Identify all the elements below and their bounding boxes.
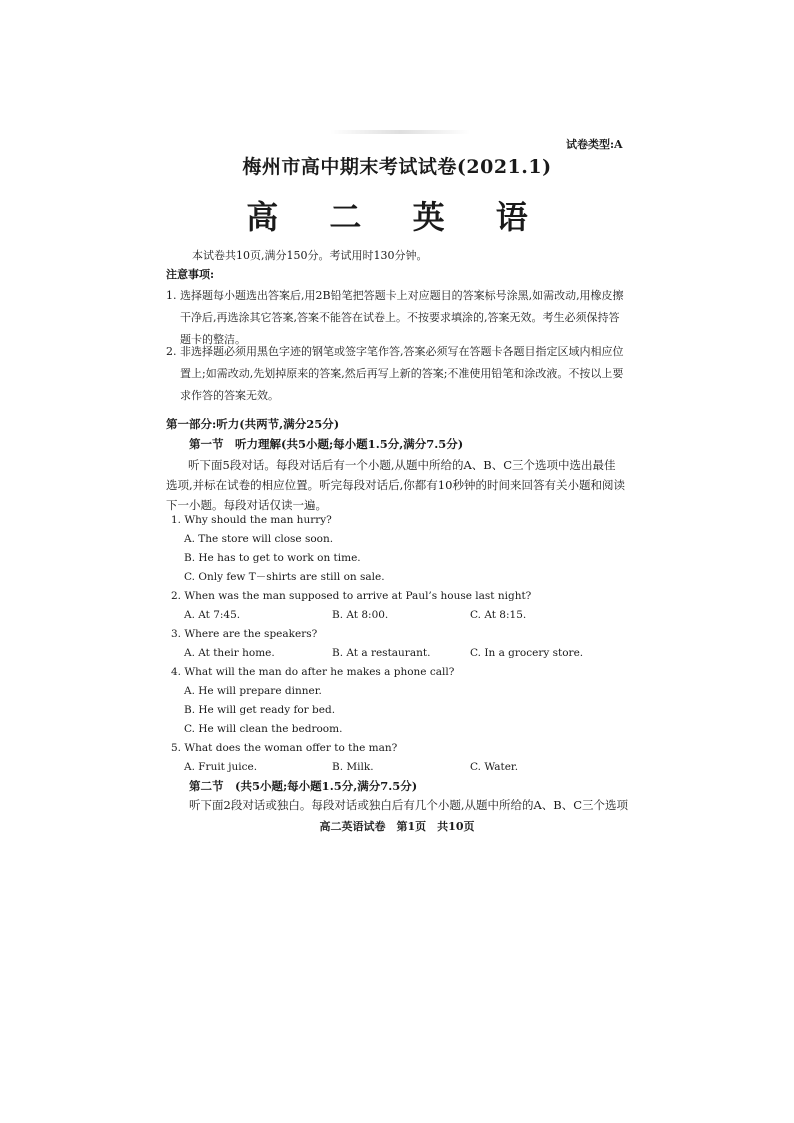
question-1-option-b: B. He has to get to work on time. [184,552,361,564]
section2-title: 第二节 (共5小题;每小题1.5分,满分7.5分) [189,779,418,793]
subject-title: 高 二 英 语 [246,198,548,236]
section1-title: 第一节 听力理解(共5小题;每小题1.5分,满分7.5分) [189,437,464,451]
question-5-option-a: A. Fruit juice. [184,761,258,773]
question-2-stem: 2. When was the man supposed to arrive at Paul’s house last night? [171,590,532,602]
question-2-option-a: A. At 7:45. [184,609,241,621]
question-3-option-b: B. At a restaurant. [332,647,431,659]
section2-instructions: 听下面2段对话或独白。每段对话或独白后有几个小题,从题中所给的A、B、C三个选项 [189,798,629,812]
note-item-2: 2. 非选择题必须用黑色字迹的钢笔或签字笔作答,答案必须写在答题卡各题目指定区域内相应位置上;如需改动,先划掉原来的答案,然后再写上新的答案;不准使用铅笔和涂改液。不按以上要求作答的答案无效。 [166,345,624,402]
question-5-stem: 5. What does the woman offer to the man? [171,742,398,754]
question-4-option-a: A. He will prepare dinner. [184,685,322,697]
exam-title: 梅州市高中期末考试试卷(2021.1) [242,156,552,178]
question-4-option-c: C. He will clean the bedroom. [184,723,343,735]
question-1-option-c: C. Only few T－shirts are still on sale. [184,571,385,583]
question-2-option-b: B. At 8:00. [332,609,389,621]
question-3-option-a: A. At their home. [184,647,275,659]
question-2-option-c: C. At 8:15. [470,609,527,621]
question-5-option-c: C. Water. [470,761,519,773]
question-3-stem: 3. Where are the speakers? [171,628,318,640]
question-1-stem: 1. Why should the man hurry? [171,514,332,526]
question-3-option-c: C. In a grocery store. [470,647,584,659]
note-item-1: 1. 选择题每小题选出答案后,用2B铅笔把答题卡上对应题目的答案标号涂黑,如需改动,用橡皮擦干净后,再选涂其它答案,答案不能答在试卷上。不按要求填涂的,答案无效。考生必须保持答题卡的整洁。 [166,289,624,346]
section1-instructions: 听下面5段对话。每段对话后有一个小题,从题中所给的A、B、C三个选项中选出最佳选项,并标在试卷的相应位置。听完每段对话后,你都有10秒钟的时间来回答有关小题和阅读下一小题。每段对话仅读一遍。 [166,458,625,512]
question-1-option-a: A. The store will close soon. [184,533,334,545]
page-footer: 高二英语试卷 第1页 共10页 [319,820,475,833]
notes-label: 注意事项: [166,268,215,281]
exam-summary: 本试卷共10页,满分150分。考试用时130分钟。 [192,249,428,262]
question-5-option-b: B. Milk. [332,761,374,773]
question-4-option-b: B. He will get ready for bed. [184,704,336,716]
paper-type-label: 试卷类型:A [566,138,623,151]
scan-artifact [330,130,470,134]
question-4-stem: 4. What will the man do after he makes a phone call? [171,666,455,678]
part1-title: 第一部分:听力(共两节,满分25分) [166,417,340,431]
